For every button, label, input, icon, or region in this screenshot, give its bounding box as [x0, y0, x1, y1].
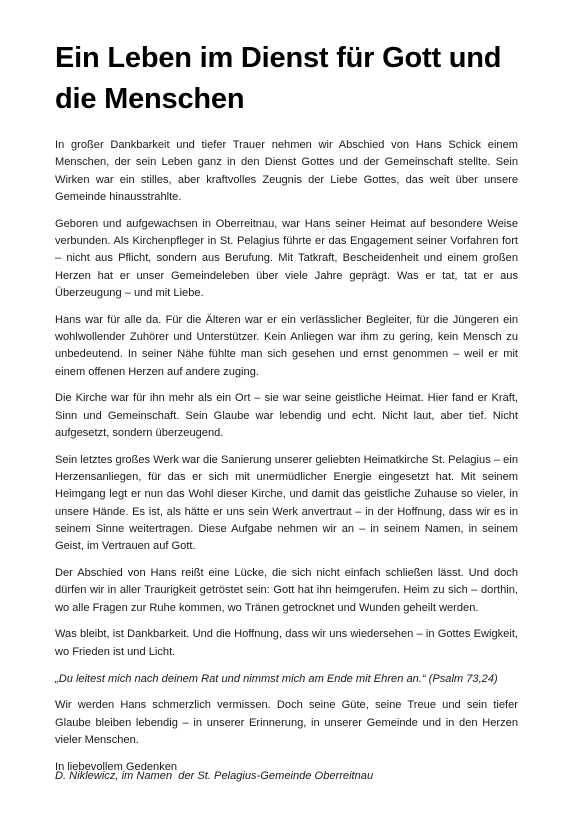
paragraph-what-remains: Was bleibt, ist Dankbarkeit. Und die Hoffnung, dass wir uns wiedersehen – in Gottes Ewigkeit, wo Frieden ist und Licht. — [55, 628, 518, 658]
psalm-quote: „Du leitest mich nach deinem Rat und nimmst mich am Ende mit Ehren an.“ (Psalm 73,24) — [55, 672, 498, 685]
paragraph-for-all: Hans war für alle da. Für die Älteren war er ein verlässlicher Begleiter, für die Jüngeren ein wohlwollender Zuhörer und Unterstützer. Kein Anliegen war ihm zu gering, kein Mensch zu unbedeutend. In seiner Nähe fühlte man sich gesehen und ernst genommen – weil er mit einem offenen Herzen auf andere zuging. — [55, 313, 518, 378]
document-page — [55, 38, 518, 776]
paragraph-intro: In großer Dankbarkeit und tiefer Trauer nehmen wir Abschied von Hans Schick einem Menschen, der sein Leben ganz in den Dienst Gottes und der Gemeinschaft stellte. Sein Wirken war ein stilles, aber kraftvolles Zeugnis der Liebe Gottes, das weit über unsere Gemeinde hinausstrahlte. — [55, 139, 518, 203]
paragraph-farewell: Der Abschied von Hans reißt eine Lücke, die sich nicht einfach schließen lässt. Und doch dürfen wir in aller Traurigkeit getröstet sein: Gott hat ihn heimgerufen. Heim zu sich – dorthin, wo alle Fragen zur Ruhe kommen, wo Tränen getrocknet und Wunden geheilt werden. — [55, 567, 518, 614]
page-title: Ein Leben im Dienst für Gott und die Menschen — [55, 42, 502, 115]
paragraph-last-work: Sein letztes großes Werk war die Sanierung unserer geliebten Heimatkirche St. Pelagius – ein Herzensanliegen, für das er sich mit unermüdlicher Energie eingesetzt hat. Mit seinem Heimgang legt er nun das Wohl dieser Kirche, und damit das geistliche Zuhause so vieler, in unsere Hände. Es ist, als hätte er uns sein Werk anvertraut – in der Hoffnung, dass wir es in seinem Sinne weitertragen. Diese Aufgabe nehmen wir an – in seinem Namen, in seinem Geist, im Vertrauen auf Gott. — [55, 453, 518, 553]
paragraph-missing: Wir werden Hans schmerzlich vermissen. Doch seine Güte, seine Treue und sein tiefer Glaube bleiben lebendig – in unserer Erinnerung, in unserer Gemeinde und in den Herzen vieler Menschen. — [55, 699, 518, 746]
closing-line: In liebevollem Gedenken — [55, 760, 178, 773]
paragraph-church: Die Kirche war für ihn mehr als ein Ort – sie war seine geistliche Heimat. Hier fand er Kraft, Sinn und Gemeinschaft. Sein Glaube war lebendig und echt. Nicht laut, aber tief. Nicht aufgesetzt, sondern überzeugend. — [55, 392, 518, 439]
paragraph-origin: Geboren und aufgewachsen in Oberreitnau, war Hans seiner Heimat auf besondere Weise verbunden. Als Kirchenpfleger in St. Pelagius führte er das Engagement seiner Vorfahren fort – nicht aus Pflicht, sondern aus Berufung. Mit Tatkraft, Bescheidenheit und einem großen Herzen hat er unser Gemeindeleben über viele Jahre geprägt. Was er tat, tat er aus Überzeugung – und mit Liebe. — [55, 217, 518, 299]
signature-line: D. Niklewicz, im Namen der St. Pelagius-Gemeinde Oberreitnau — [55, 770, 374, 782]
